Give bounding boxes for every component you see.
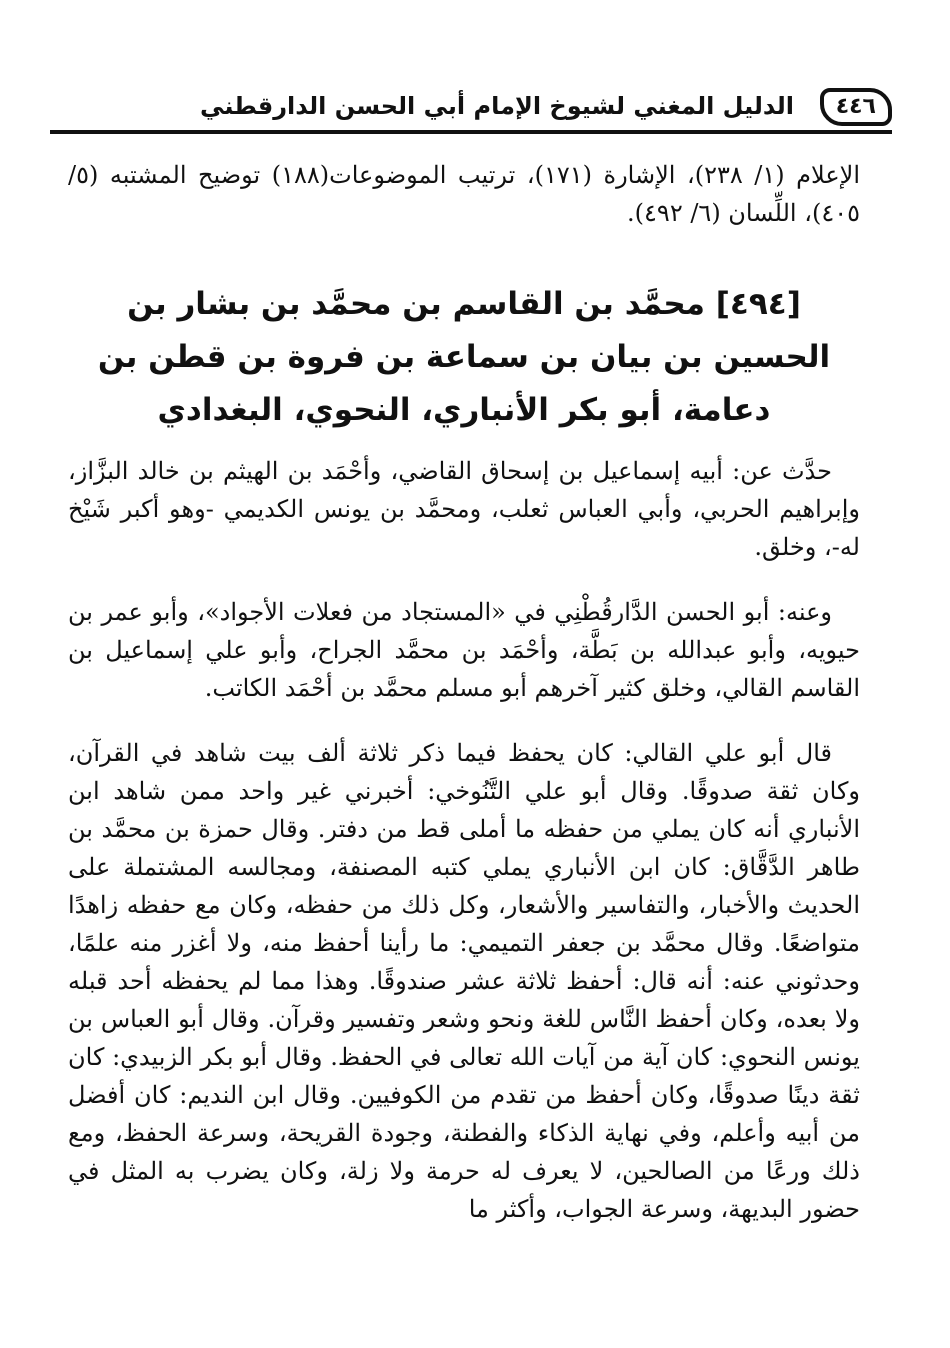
paragraph-text: وعنه: أبو الحسن الدَّارقُطْنِي في «المستجاد من فعلات الأجواد»، وأبو عمر بن حيويه، وأبو عبدالله بن بَطَّة، وأحْمَد بن محمَّد الجراح، وأبو علي إسماعيل بن القاسم القالي، وخلق كثير آخرهم أبو مسلم محمَّد بن أحْمَد الكاتب. <box>68 598 860 702</box>
paragraph-text: حدَّث عن: أبيه إسماعيل بن إسحاق القاضي، وأحْمَد بن الهيثم بن خالد البزَّاز، وإبراهيم الحربي، وأبي العباس ثعلب، ومحمَّد بن يونس الكديمي -وهو أكبر شَيْخ له-، وخلق. <box>68 457 860 561</box>
page-number-badge: ٤٤٦ <box>820 88 892 126</box>
running-title: الدليل المغني لشيوخ الإمام أبي الحسن الدارقطني <box>200 92 794 120</box>
paragraph-text: قال أبو علي القالي: كان يحفظ فيما ذكر ثلاثة ألف بيت شاهد في القرآن، وكان ثقة صدوقًا. وقال أبو علي التَّنُوخي: أخبرني غير واحد ممن شاهد ابن الأنباري أنه كان يملي من حفظه ما أملى قط من دفتر. وقال حمزة بن محمَّد بن طاهر الدَّقَّاق: كان ابن الأنباري يملي كتبه المصنفة، ومجالسه المشتملة على الحديث والأخبار، والتفاسير والأشعار، وكل ذلك من حفظه، وكان مع حفظه زاهدًا متواضعًا. وقال محمَّد بن جعفر التميمي: ما رأينا أحفظ منه، ولا أغزر منه علمًا، وحدثوني عنه: أنه قال: أحفظ ثلاثة عشر صندوقًا. وهذا مما لم يحفظه أحد قبله ولا بعده، وكان أحفظ النَّاس للغة ونحو وشعر وتفسير وقرآن. وقال أبو العباس بن يونس النحوي: كان آية من آيات الله تعالى في الحفظ. وقال أبو بكر الزبيدي: كان ثقة دينًا صدوقًا، وكان أحفظ من تقدم من الكوفيين. وقال ابن النديم: كان أفضل من أبيه وأعلم، وفي نهاية الذكاء والفطنة، وجودة القريحة، وسرعة الحفظ، ومع ذلك ورعًا من الصالحين، لا يعرف له حرمة ولا زلة، وكان يضرب به المثل في حضور البديهة، وسرعة الجواب، وأكثر ما <box>68 739 860 1223</box>
running-header <box>50 86 892 134</box>
paragraph-students <box>68 593 860 707</box>
header-divider <box>50 130 892 134</box>
footnote-continuation: الإعلام (١/ ٢٣٨)، الإشارة (١٧١)، ترتيب الموضوعات(١٨٨) توضيح المشتبه (٥/ ٤٠٥)، اللِّسان (٦/ ٤٩٢). <box>68 161 861 227</box>
paragraph-teachers <box>68 452 860 566</box>
entry-heading: [٤٩٤] محمَّد بن القاسم بن محمَّد بن بشار بن الحسين بن بيان بن سماعة بن فروة بن قطن بن دعامة، أبو بكر الأنباري، النحوي، البغدادي <box>97 286 831 428</box>
paragraph-praise <box>68 734 860 1228</box>
